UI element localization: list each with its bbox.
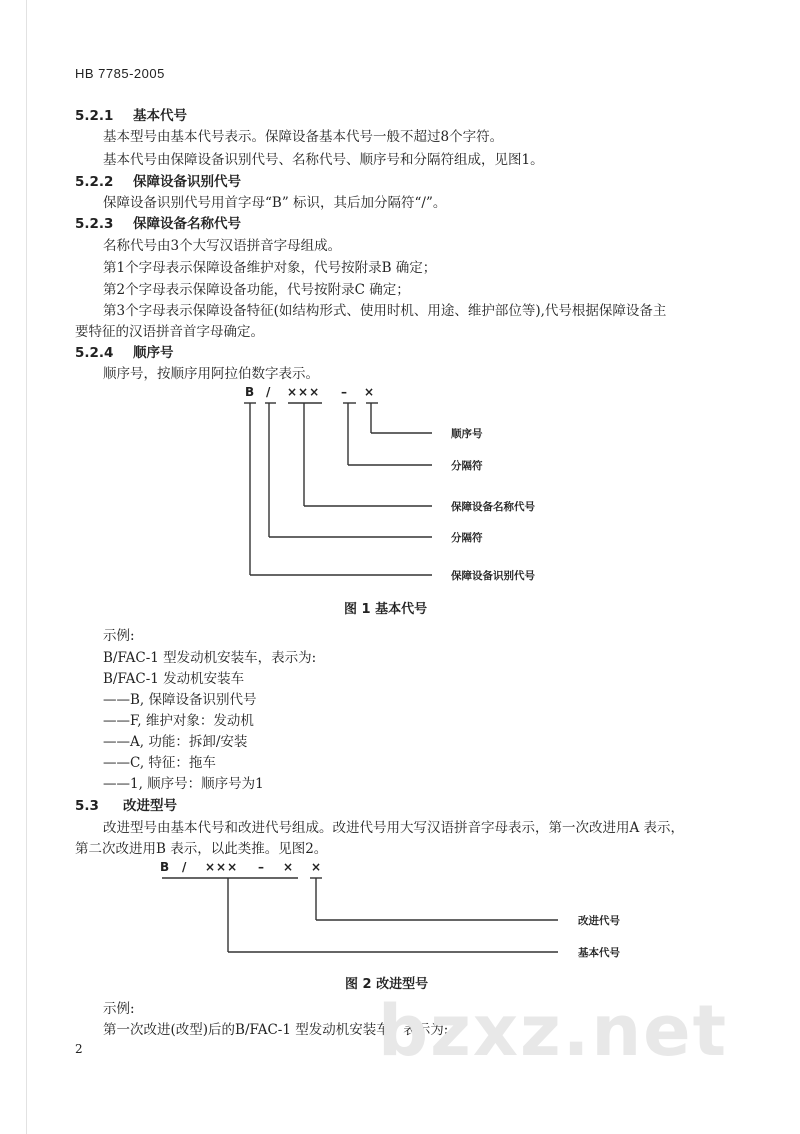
section-title: 保障设备名称代号: [133, 216, 241, 232]
page-number: 2: [75, 1042, 83, 1056]
fig1-label-separator: 分隔符: [451, 460, 483, 472]
paragraph: 第二次改进用B 表示，以此类推。见图2。: [75, 841, 328, 857]
fig1-label-separator-2: 分隔符: [451, 532, 483, 544]
section-title: 保障设备识别代号: [133, 174, 241, 190]
paragraph: 基本代号由保障设备识别代号、名称代号、顺序号和分隔符组成，见图1。: [103, 152, 544, 168]
fig1-code-dash: –: [341, 385, 348, 399]
document-header: HB 7785-2005: [75, 66, 165, 81]
example-line: ——A, 功能：拆卸/安装: [103, 734, 248, 750]
example-line: B/FAC-1 型发动机安装车，表示为:: [103, 650, 317, 666]
paragraph: 要特征的汉语拼音首字母确定。: [75, 324, 264, 340]
paragraph: 第2个字母表示保障设备功能，代号按附录C 确定；: [103, 282, 410, 298]
paragraph: 名称代号由3个大写汉语拼音字母组成。: [103, 238, 342, 254]
paragraph: 基本型号由基本代号表示。保障设备基本代号一般不超过8个字符。: [103, 129, 504, 145]
example-line: 第一次改进(改型)后的B/FAC-1 型发动机安装车，表示为:: [103, 1022, 449, 1038]
section-number: 5.3: [75, 798, 99, 814]
fig2-code-dash: –: [258, 860, 265, 874]
fig1-label-id-code: 保障设备识别代号: [451, 570, 535, 582]
paragraph: 改进型号由基本代号和改进代号组成。改进代号用大写汉语拼音字母表示，第一次改进用A 表示，: [103, 820, 685, 836]
section-number: 5.2.4: [75, 345, 114, 361]
fig1-label-name-code: 保障设备名称代号: [451, 501, 535, 513]
figure1-caption: 图 1 基本代号: [344, 602, 428, 617]
example-line: ——F, 维护对象：发动机: [103, 713, 254, 729]
fig1-code-slash: /: [266, 385, 272, 399]
fig1-code-b: B: [245, 385, 256, 399]
section-title: 顺序号: [133, 345, 174, 361]
example-heading: 示例:: [103, 628, 135, 644]
section-number: 5.2.3: [75, 216, 114, 232]
section-title: 改进型号: [123, 798, 177, 814]
paragraph: 保障设备识别代号用首字母“B” 标识，其后加分隔符“/”。: [103, 195, 447, 211]
example-line: ——C, 特征：拖车: [103, 755, 216, 771]
fig1-code-name: ×××: [287, 385, 321, 399]
fig2-code-seq: ×: [283, 860, 295, 874]
fig2-label-basic-code: 基本代号: [578, 947, 620, 959]
fig1-label-sequence: 顺序号: [451, 428, 483, 440]
fig2-code-b: B: [160, 860, 171, 874]
paragraph: 第1个字母表示保障设备维护对象，代号按附录B 确定；: [103, 260, 437, 276]
fig1-code-seq: ×: [364, 385, 376, 399]
section-title: 基本代号: [133, 108, 187, 124]
example-line: ——B, 保障设备识别代号: [103, 692, 257, 708]
figure2-caption: 图 2 改进型号: [345, 977, 429, 992]
example-heading: 示例:: [103, 1001, 135, 1017]
section-number: 5.2.1: [75, 108, 114, 124]
fig2-label-improve-code: 改进代号: [578, 915, 620, 927]
fig2-code-slash: /: [182, 860, 188, 874]
paragraph: 第3个字母表示保障设备特征(如结构形式、使用时机、用途、维护部位等),代号根据保障设备主: [103, 303, 667, 319]
fig2-code-improve: ×: [311, 860, 323, 874]
example-line: ——1, 顺序号：顺序号为1: [103, 776, 264, 792]
fig2-code-name: ×××: [205, 860, 239, 874]
section-number: 5.2.2: [75, 174, 114, 190]
example-line: B/FAC-1 发动机安装车: [103, 671, 245, 687]
watermark: bzxz.net: [378, 990, 729, 1072]
paragraph: 顺序号，按顺序用阿拉伯数字表示。: [103, 366, 319, 382]
